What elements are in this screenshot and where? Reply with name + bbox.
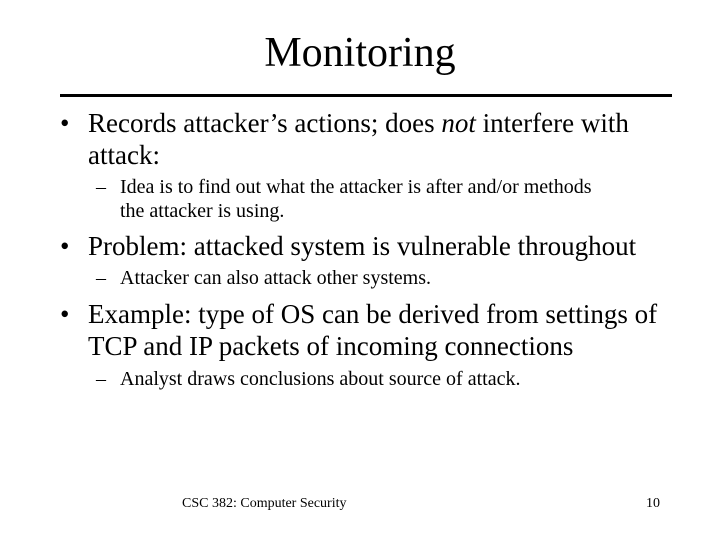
bullet-marker: •	[60, 299, 70, 329]
bullet-text	[88, 107, 678, 171]
bullet-text: Example: type of OS can be derived from settings of TCP and IP packets of incoming connections	[88, 299, 658, 361]
sub-bullet-text: Idea is to find out what the attacker is after and/or methods the attacker is using.	[120, 176, 592, 222]
footer-course: CSC 382: Computer Security	[182, 496, 347, 511]
slide-title: Monitoring	[264, 30, 456, 76]
bullet-marker: •	[60, 231, 70, 261]
bullet-text-part: interfere with attack:	[88, 108, 629, 170]
bullet-text-part: Records attacker’s actions; does	[88, 108, 442, 138]
dash-marker: –	[96, 267, 106, 289]
bullet-text: Problem: attacked system is vulnerable throughout	[88, 231, 637, 261]
sub-bullet-text: Attacker can also attack other systems.	[120, 267, 431, 289]
bullet-marker: •	[60, 108, 70, 138]
emphasis-text: not	[441, 108, 476, 138]
page-number: 10	[646, 496, 660, 511]
sub-bullet-text: Analyst draws conclusions about source of attack.	[120, 368, 521, 390]
dash-marker: –	[96, 368, 106, 390]
dash-marker: –	[96, 176, 106, 198]
title-divider	[60, 94, 672, 97]
